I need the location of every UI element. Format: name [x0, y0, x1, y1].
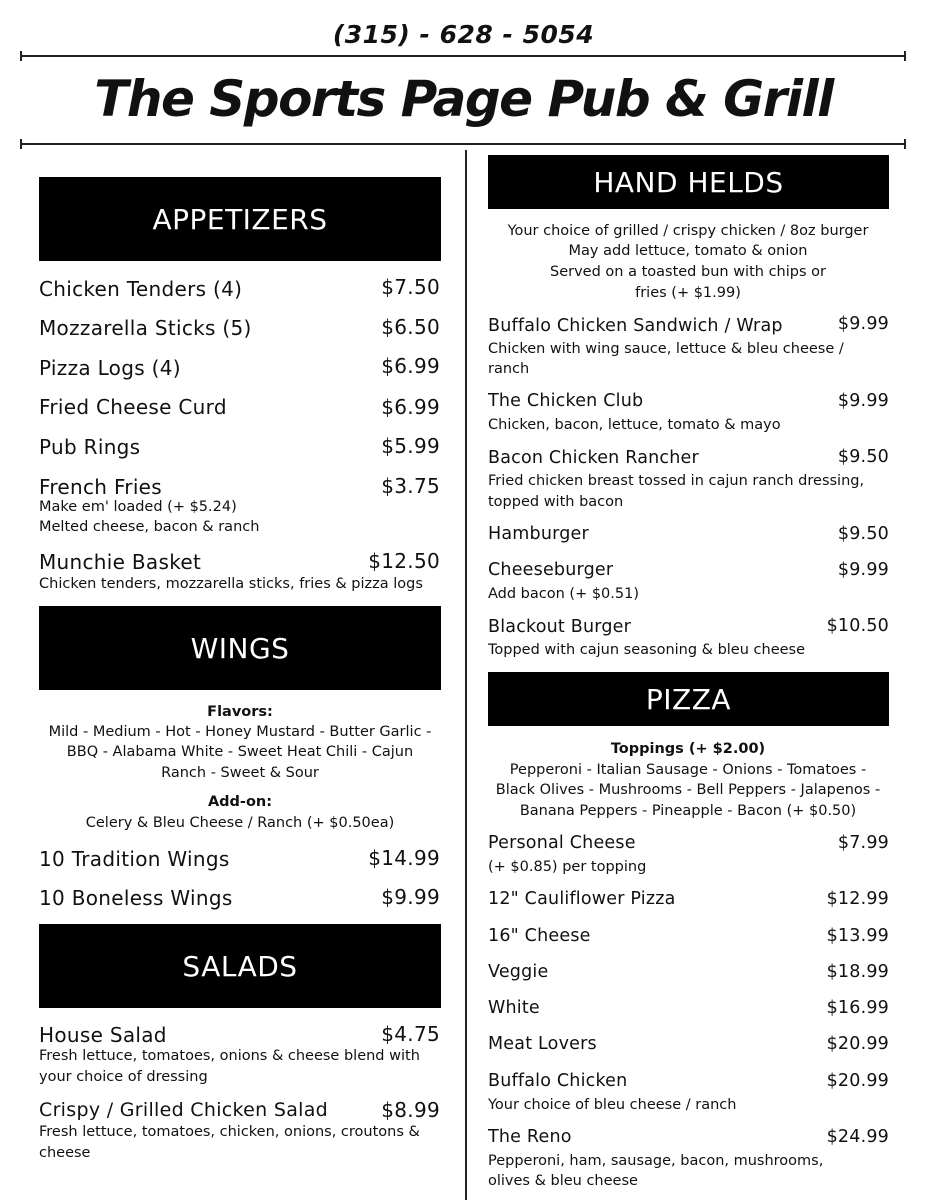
menu-item-name: 10 Tradition Wings [39, 847, 230, 871]
menu-item-name: Buffalo Chicken Sandwich / Wrap [488, 316, 783, 336]
menu-item-description: Your choice of bleu cheese / ranch [488, 1097, 737, 1113]
toppings-list: Pepperoni - Italian Sausage - Onions - Tomatoes - [509, 762, 867, 778]
menu-item-description: cheese [39, 1145, 91, 1161]
flavors-list: Mild - Medium - Hot - Honey Mustard - Butter Garlic - [48, 724, 432, 740]
menu-item-price: $20.99 [826, 1071, 889, 1091]
addon-text: Celery & Bleu Cheese / Ranch (+ $0.50ea) [85, 815, 395, 831]
handhelds-intro: Your choice of grilled / crispy chicken / 8oz burger [507, 223, 869, 239]
menu-item-price: $9.99 [381, 885, 440, 909]
menu-item-description: Chicken, bacon, lettuce, tomato & mayo [488, 417, 781, 433]
menu-item-price: $14.99 [368, 846, 440, 870]
handhelds-intro: May add lettuce, tomato & onion [568, 243, 808, 259]
menu-item-description: Pepperoni, ham, sausage, bacon, mushrooms, [488, 1153, 824, 1169]
menu-item-description: ranch [488, 361, 530, 377]
salads-header: SALADS [39, 924, 441, 1008]
menu-item-price: $4.75 [381, 1022, 440, 1046]
menu-item-description: topped with bacon [488, 494, 624, 510]
menu-item-name: Veggie [488, 962, 549, 982]
restaurant-title: The Sports Page Pub & Grill [94, 70, 833, 128]
menu-item-price: $18.99 [826, 962, 889, 982]
toppings-label: Toppings (+ $2.00) [610, 741, 766, 757]
menu-item-price: $9.50 [837, 447, 889, 467]
pizza-header: PIZZA [488, 672, 889, 726]
wings-header: WINGS [39, 606, 441, 690]
toppings-list: Black Olives - Mushrooms - Bell Peppers - Jalapenos - [495, 782, 881, 798]
menu-item-name: Bacon Chicken Rancher [488, 448, 699, 468]
menu-item-description: Make em' loaded (+ $5.24) [39, 499, 237, 515]
bottom-divider [20, 143, 906, 145]
flavors-list: BBQ - Alabama White - Sweet Heat Chili - Cajun [66, 744, 414, 760]
menu-item-price: $10.50 [826, 616, 889, 636]
column-divider [465, 150, 467, 1200]
handhelds-intro: Served on a toasted bun with chips or [550, 264, 826, 280]
menu-item-price: $3.75 [381, 474, 440, 498]
flavors-label: Flavors: [207, 704, 273, 720]
menu-item-price: $12.50 [368, 549, 440, 573]
toppings-list: Banana Peppers - Pineapple - Bacon (+ $0.50) [519, 803, 857, 819]
menu-item-description: (+ $0.85) per topping [488, 859, 647, 875]
menu-item-name: Cheeseburger [488, 560, 614, 580]
menu-item-name: Personal Cheese [488, 833, 636, 853]
menu-item-description: your choice of dressing [39, 1069, 208, 1085]
menu-item-name: White [488, 998, 540, 1018]
menu-item-name: 10 Boneless Wings [39, 886, 233, 910]
menu-item-name: 12" Cauliflower Pizza [488, 889, 676, 909]
menu-item-name: 16" Cheese [488, 926, 591, 946]
menu-item-description: Add bacon (+ $0.51) [488, 586, 639, 602]
menu-item-price: $20.99 [826, 1034, 889, 1054]
menu-item-price: $12.99 [826, 889, 889, 909]
menu-item-name: Munchie Basket [39, 550, 202, 574]
menu-item-description: Topped with cajun seasoning & bleu cheese [488, 642, 806, 658]
menu-item-description: Chicken with wing sauce, lettuce & bleu cheese / [488, 341, 844, 357]
addon-label: Add-on: [207, 794, 273, 810]
menu-item-price: $9.99 [837, 314, 889, 334]
menu-item-name: House Salad [39, 1023, 167, 1047]
menu-item-name: Pub Rings [39, 435, 141, 459]
menu-item-description: Fresh lettuce, tomatoes, chicken, onions, croutons & [39, 1124, 420, 1140]
menu-item-description: Melted cheese, bacon & ranch [39, 519, 260, 535]
menu-item-price: $5.99 [381, 434, 440, 458]
appetizers-header: APPETIZERS [39, 177, 441, 261]
phone-number: (315) - 628 - 5054 [332, 20, 595, 49]
menu-item-price: $13.99 [826, 926, 889, 946]
menu-item-name: Chicken Tenders (4) [39, 277, 243, 301]
menu-item-price: $6.99 [381, 354, 440, 378]
handhelds-header: HAND HELDS [488, 155, 889, 209]
menu-item-description: Fresh lettuce, tomatoes, onions & cheese blend with [39, 1048, 420, 1064]
menu-item-price: $6.99 [381, 395, 440, 419]
menu-item-name: French Fries [39, 475, 162, 499]
menu-item-price: $7.99 [837, 833, 889, 853]
menu-item-name: Mozzarella Sticks (5) [39, 316, 252, 340]
menu-item-price: $24.99 [826, 1127, 889, 1147]
menu-item-description: olives & bleu cheese [488, 1173, 638, 1189]
menu-item-description: Chicken tenders, mozzarella sticks, fries & pizza logs [39, 576, 423, 592]
menu-item-price: $9.99 [837, 391, 889, 411]
menu-item-price: $7.50 [381, 275, 440, 299]
menu-item-description: Fried chicken breast tossed in cajun ranch dressing, [488, 473, 865, 489]
menu-item-name: Buffalo Chicken [488, 1071, 628, 1091]
top-divider [20, 55, 906, 57]
menu-item-name: Crispy / Grilled Chicken Salad [39, 1099, 329, 1121]
menu-item-name: The Chicken Club [488, 391, 644, 411]
menu-item-price: $16.99 [826, 998, 889, 1018]
menu-item-price: $8.99 [381, 1098, 440, 1122]
menu-item-name: Pizza Logs (4) [39, 356, 181, 380]
menu-item-name: Blackout Burger [488, 617, 631, 637]
menu-item-price: $9.99 [837, 560, 889, 580]
menu-item-name: Hamburger [488, 524, 589, 544]
menu-item-name: Fried Cheese Curd [39, 395, 227, 419]
handhelds-intro: fries (+ $1.99) [635, 285, 741, 301]
menu-item-name: The Reno [488, 1127, 572, 1147]
menu-item-price: $9.50 [837, 524, 889, 544]
flavors-list: Ranch - Sweet & Sour [161, 765, 319, 781]
menu-item-price: $6.50 [381, 315, 440, 339]
menu-item-name: Meat Lovers [488, 1034, 597, 1054]
